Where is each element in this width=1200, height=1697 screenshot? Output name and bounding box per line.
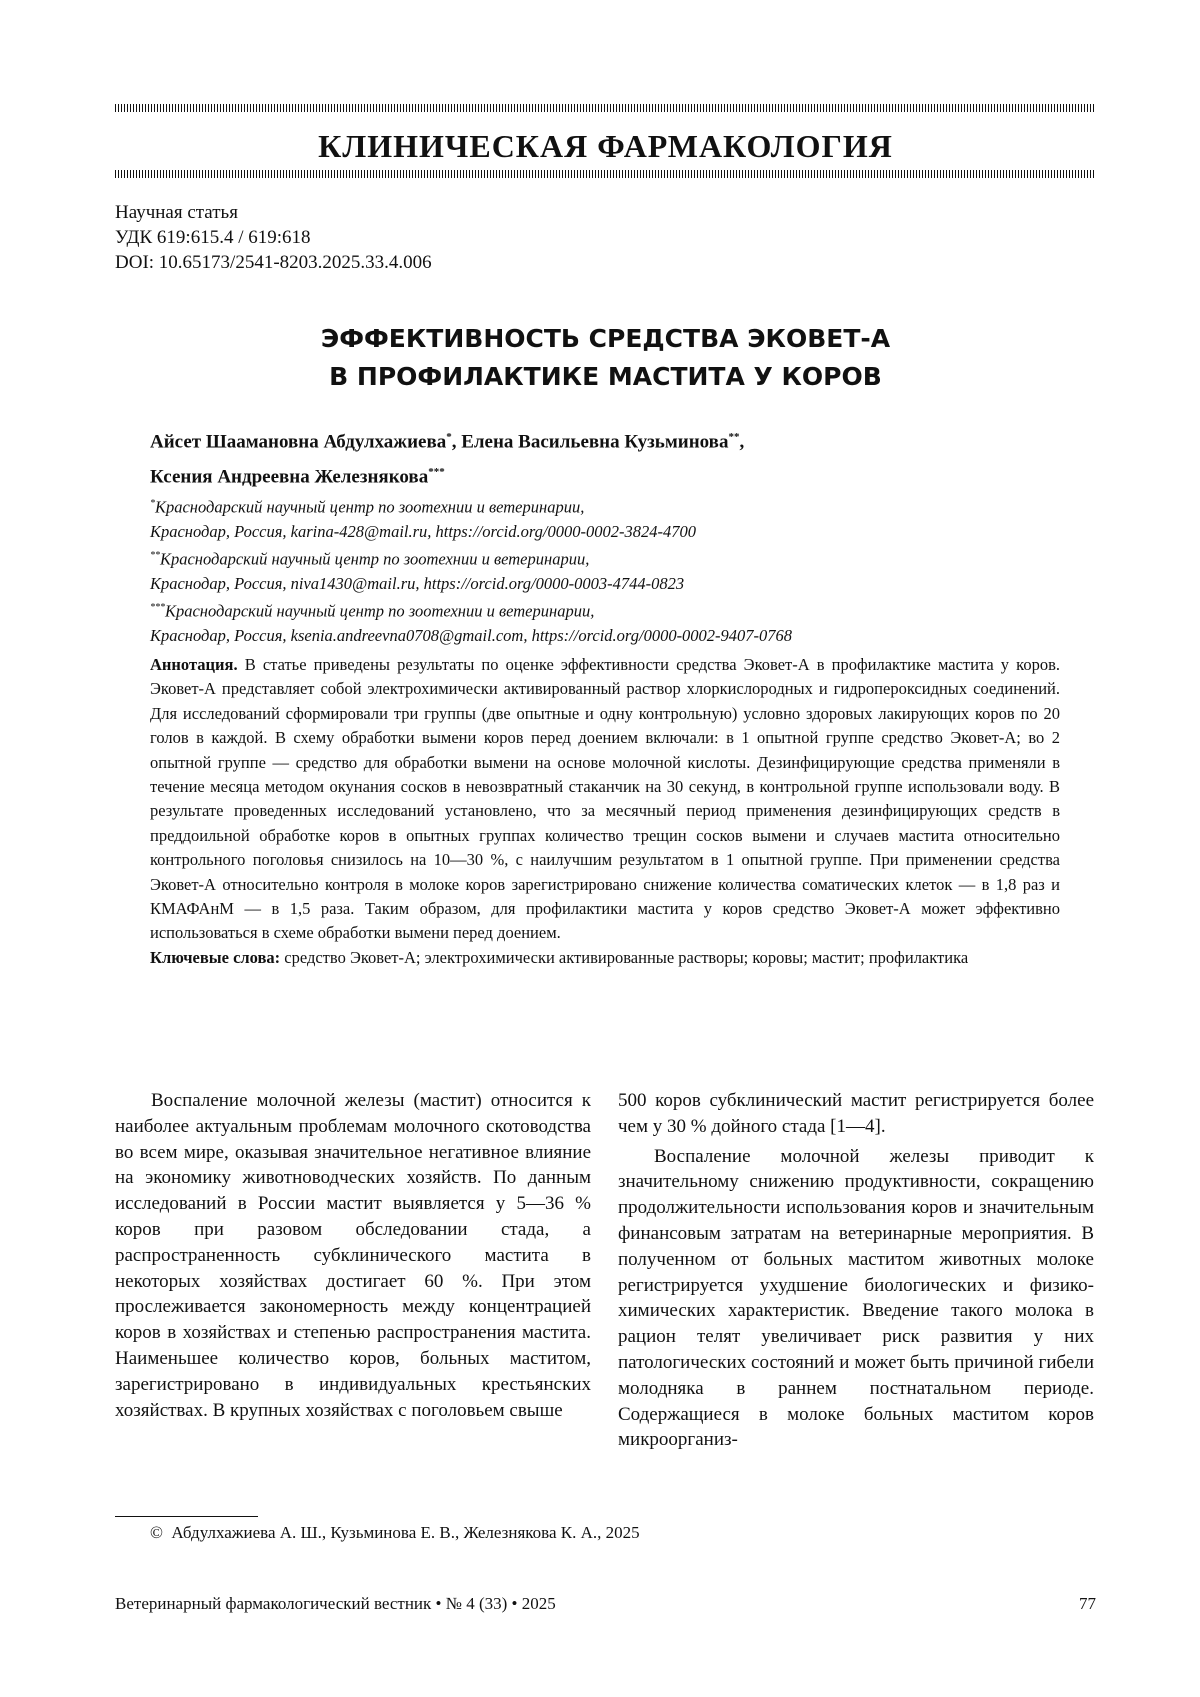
journal-footer: Ветеринарный фармакологический вестник • № 4 (33) • 2025 bbox=[115, 1594, 556, 1613]
header-rule-bottom bbox=[115, 170, 1096, 178]
author-1: Айсет Шаамановна Абдулхажиева bbox=[150, 431, 447, 453]
title-line-1: ЭФФЕКТИВНОСТЬ СРЕДСТВА ЭКОВЕТ-А bbox=[320, 324, 891, 353]
abstract-text: В статье приведены результаты по оценке эффективности средства Эковет-А в профилактике мастита у коров. Эковет-А представляет собой электрохимически активированный раствор хлоркислородных и гидропероксидных соединений. Для исследований сформировали три группы (две опытные и одну контрольную) условно здоровых лакирующих коров по 20 голов в каждой. В схему обработки вымени коров перед доением включали: в 1 опытной группе средство Эковет-А; во 2 опытной группе — средство для обработки вымени на основе молочной кислоты. Дезинфицирующие средства применяли в течение месяца методом окунания сосков в невозвратный стаканчик на 30 секунд, в контрольной группе использовали воду. В результате проведенных исследований установлено, что за месячный период применения дезинфицирующих средств в преддоильной обработке коров в опытных группах количество трещин сосков вымени и случаев мастита относительно контрольного поголовья снизилось на 10—30 %, с наилучшим результатом в 1 опытной группе. При применении средства Эковет-А относительно контроля в молоке коров зарегистрировано снижение количества соматических клеток — в 1,8 раз и КМАФАнМ — в 1,5 раза. Таким образом, для профилактики мастита у коров средство Эковет-А может эффективно использоваться в схеме обработки вымени перед доением. bbox=[150, 655, 1061, 943]
affiliation-org-text: Краснодарский научный центр по зоотехнии и ветеринарии, bbox=[165, 601, 595, 621]
body-paragraph: 500 коров субклинический мастит регистрируется более чем у 30 % дойного стада [1—4]. bbox=[618, 1090, 1094, 1137]
author-3: Ксения Андреевна Железнякова bbox=[150, 466, 429, 488]
affiliation-org-text: Краснодарский научный центр по зоотехнии и ветеринарии, bbox=[155, 497, 585, 517]
keywords-paragraph bbox=[150, 946, 1060, 970]
affiliation-address: Краснодар, Россия, karina-428@mail.ru, https://orcid.org/0000-0002-3824-4700 bbox=[150, 521, 696, 541]
article-meta bbox=[115, 200, 432, 275]
affiliation-address: Краснодар, Россия, niva1430@mail.ru, https://orcid.org/0000-0003-4744-0823 bbox=[150, 573, 685, 593]
udk: УДК 619:615.4 / 619:618 bbox=[115, 227, 311, 248]
authors bbox=[150, 422, 744, 493]
keywords-text: средство Эковет-А; электрохимически активированные растворы; коровы; мастит; профилактика bbox=[284, 947, 969, 967]
affiliation-mark: ** bbox=[150, 550, 160, 562]
body-column-left bbox=[115, 1088, 591, 1423]
affiliations bbox=[150, 492, 792, 648]
body-column-right bbox=[618, 1088, 1094, 1453]
affiliation-mark: * bbox=[150, 498, 155, 509]
section-title: КЛИНИЧЕСКАЯ ФАРМАКОЛОГИЯ bbox=[318, 128, 893, 164]
doi: DOI: 10.65173/2541-8203.2025.33.4.006 bbox=[115, 252, 432, 273]
author-1-mark: * bbox=[446, 431, 452, 443]
page-number: 77 bbox=[1079, 1594, 1096, 1613]
abstract bbox=[150, 653, 1060, 970]
affiliation-org bbox=[150, 492, 792, 520]
affiliation-mark: *** bbox=[150, 602, 165, 614]
article-type: Научная статья bbox=[115, 202, 238, 223]
footnote-rule bbox=[115, 1516, 258, 1517]
affiliation-org bbox=[150, 544, 792, 572]
keywords-label: Ключевые слова: bbox=[150, 947, 281, 967]
article-title bbox=[115, 320, 1096, 396]
abstract-paragraph bbox=[150, 653, 1060, 946]
author-2: Елена Васильевна Кузьминова bbox=[461, 431, 729, 453]
affiliation-org-text: Краснодарский научный центр по зоотехнии и ветеринарии, bbox=[160, 549, 590, 569]
author-separator: , bbox=[451, 431, 462, 453]
author-separator: , bbox=[739, 431, 745, 453]
body-paragraph: Воспаление молочной железы (мастит) относится к наиболее актуальным проблемам молочного скотоводства во всем мире, оказывая значительное негативное влияние на экономику животноводческих хозяйств. По данным исследований в России мастит выявляется у 5—36 % коров при разовом обследовании стада, а распространенность субклинического мастита в некоторых хозяйствах достигает 60 %. При этом прослеживается закономерность между концентрацией коров в хозяйствах и степенью распространения мастита. Наименьшее количество коров, больных маститом, зарегистрировано в индивидуальных крестьянских хозяйствах. В крупных хозяйствах с поголовьем свыше bbox=[115, 1090, 591, 1421]
authors-line-2 bbox=[150, 457, 744, 492]
affiliation-org bbox=[150, 596, 792, 624]
title-line-2: В ПРОФИЛАКТИКЕ МАСТИТА У КОРОВ bbox=[329, 362, 882, 391]
author-2-mark: ** bbox=[728, 431, 740, 443]
authors-line-1 bbox=[150, 422, 744, 457]
affiliation-address: Краснодар, Россия, ksenia.andreevna0708@gmail.com, https://orcid.org/0000-0002-9407-0768 bbox=[150, 625, 793, 645]
author-3-mark: *** bbox=[428, 466, 445, 479]
header-rule-top bbox=[115, 104, 1096, 112]
copyright-footnote: © Абдулхажиева А. Ш., Кузьминова Е. В., Железнякова К. А., 2025 bbox=[150, 1523, 640, 1542]
abstract-label: Аннотация. bbox=[150, 655, 238, 674]
body-paragraph: Воспаление молочной железы приводит к значительному снижению продуктивности, сокращению продолжительности использования коров и значительным финансовым затратам на ветеринарные мероприятия. В полученном от больных маститом животных молоке регистрируется ухудшение биологических и физико-химических характеристик. Введение такого молока в рацион телят увеличивает риск развития у них патологических состояний и может быть причиной гибели молодняка в раннем постнатальном периоде. Содержащиеся в молоке больных маститом коров микроорганиз- bbox=[618, 1145, 1094, 1451]
